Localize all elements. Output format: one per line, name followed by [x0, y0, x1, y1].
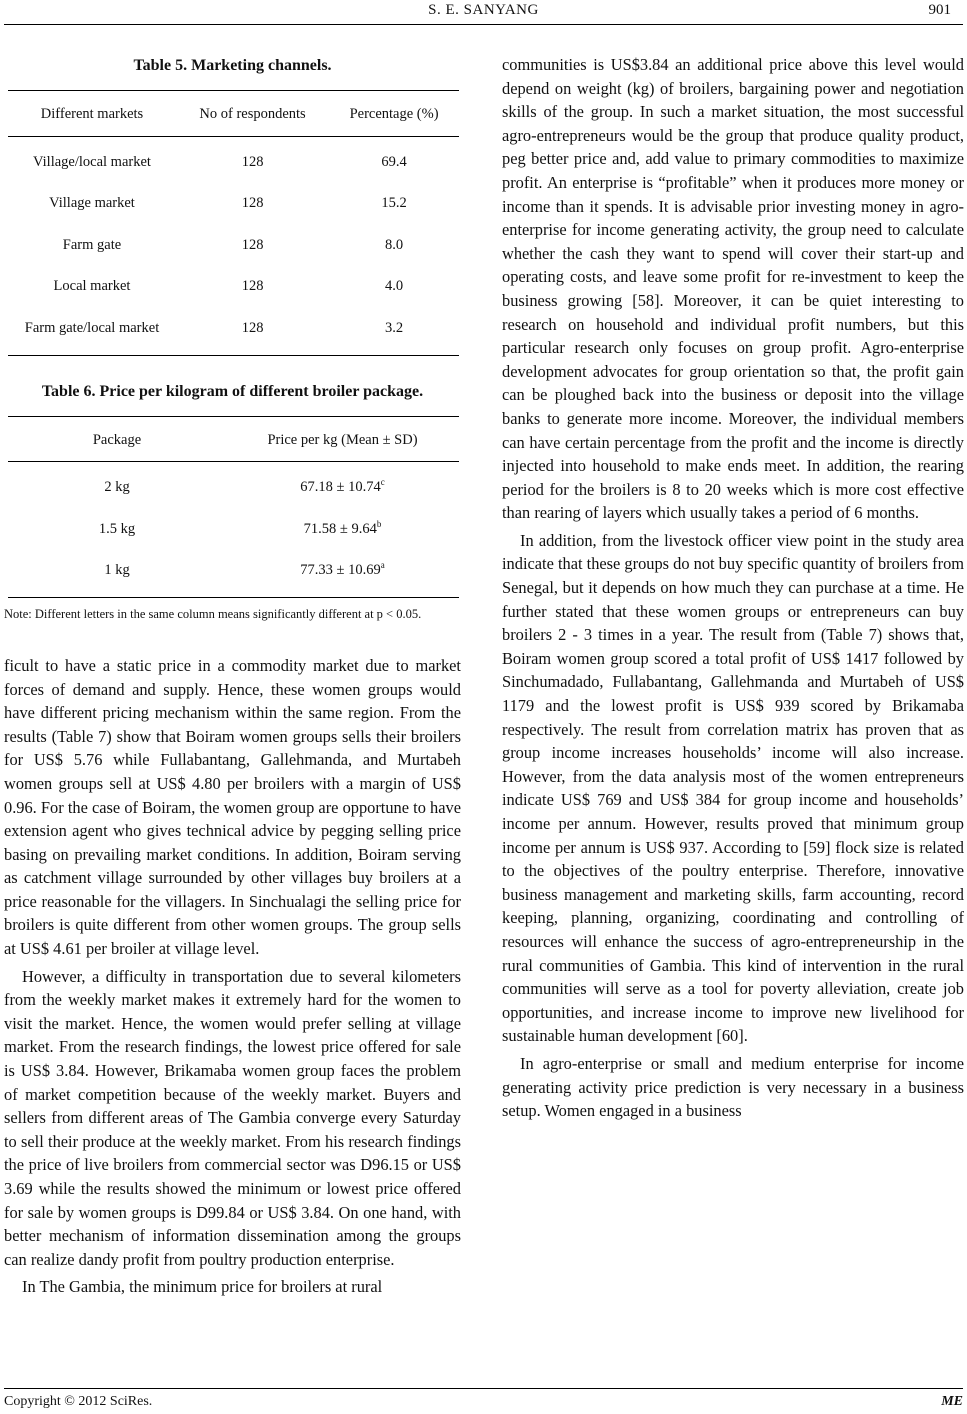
table5-col-markets: Different markets	[8, 91, 176, 137]
table-cell: 69.4	[381, 153, 407, 170]
table-cell: Farm gate	[62, 236, 122, 253]
table-cell: 4.0	[385, 278, 404, 295]
table-cell	[226, 462, 459, 509]
table-cell: 2 kg	[104, 479, 130, 496]
table-row	[8, 462, 459, 509]
header-author: S. E. SANYANG	[428, 2, 539, 18]
table6-col-package: Package	[8, 416, 226, 462]
table-cell: Local market	[53, 278, 131, 295]
table6-caption: Table 6. Price per kilogram of different broiler package.	[41, 382, 424, 400]
table-cell: 128	[176, 308, 329, 355]
paragraph: In agro-enterprise or small and medium enterprise for income generating activity price prediction is very necessary in a business setup. Women engaged in a business	[502, 1053, 964, 1121]
significance-letter: a	[380, 560, 385, 571]
table5-col-respondents: No of respondents	[176, 91, 329, 137]
left-body-text	[4, 654, 461, 1299]
journal-abbrev: ME	[941, 1394, 963, 1409]
table6-header-row	[8, 416, 459, 462]
price-value: 71.58 ± 9.64	[303, 520, 377, 537]
table-cell: 128	[241, 195, 264, 212]
table5-col-percentage: Percentage (%)	[329, 91, 459, 137]
paragraph: However, a difficulty in transportation due to several kilometers from the weekly market makes it extremely hard for the women to visit the market. Hence, the women would prefer selling at village market. From the research findings, the lowest price offered for sale is US$ 3.84. However, Brikamaba women group faces the problem of market competition because of the weekly market. Buyers and sellers from different areas of The Gambia converge every Saturday to sell their produce at the weekly market. From his research findings the price of live broilers from commercial sector was D96.15 or US$ 3.69 while the results showed the minimum or lowest price offered for sale by women groups is D99.84 or US$ 3.84. On one hand, with better mechanism of information dissemination among the groups can realize dandy profit from poultry production enterprise.	[4, 966, 461, 1269]
table5-header-row	[8, 91, 459, 137]
paragraph: ficult to have a static price in a commodity market due to market forces of demand and supply. Hence, these women groups would have different pricing mechanism within the same region. From the results (Table 7) show that Boiram women groups sells their broilers for US$ 5.76 while Fullabantang, Gallehmanda, and Murtabeh women groups sell at US$ 4.80 per broilers with a margin of US$ 0.96. For the case of Boiram, the women group are opportune to have extension agent who gives technical advice by pegging selling price basing on prevailing market conditions. In addition, Boiram serving as catchment village surrounded by other villages buy broilers at a price reasonable for the villagers. In Sinchualagi the selling price for broilers is quite different from other women groups. The group sells at US$ 4.61 per broiler at village level.	[4, 655, 461, 959]
significance-letter: c	[380, 477, 385, 488]
table-cell: Farm gate/local market	[8, 308, 176, 355]
price-value: 67.18 ± 10.74	[300, 479, 381, 496]
table-row	[8, 266, 459, 308]
table-cell: 3.2	[329, 308, 459, 355]
table-row	[8, 509, 459, 551]
table-cell	[226, 550, 459, 597]
header-rule	[4, 24, 963, 25]
table6-col-price: Price per kg (Mean ± SD)	[226, 416, 459, 462]
footer-rule	[4, 1388, 963, 1389]
table-cell: Village/local market	[33, 153, 151, 170]
table5	[8, 90, 459, 356]
table-cell: 1.5 kg	[98, 520, 136, 537]
table6	[8, 416, 459, 598]
table-cell: 8.0	[385, 236, 404, 253]
table6-note: Note: Different letters in the same column means significantly different at p < 0.05.	[4, 606, 422, 621]
page-footer	[4, 1394, 963, 1410]
table-row	[8, 225, 459, 267]
table-cell: 15.2	[381, 195, 407, 212]
table-row	[8, 136, 459, 183]
table5-caption: Table 5. Marketing channels.	[133, 57, 332, 74]
table-cell: 128	[241, 278, 264, 295]
table-cell	[226, 509, 459, 551]
table-row	[8, 308, 459, 355]
paragraph: In addition, from the livestock officer view point in the study area indicate that these groups do not buy specific quantity of broilers from Senegal, but it depends on how much they can purchase at a time. He further stated that these women groups or entrepreneurs can buy broilers 2 - 3 times in a year. The result from (Table 7) shows that, Boiram women group scored a total profit of US$ 1417 followed by Sinchumadado, Fullabantang, Gallehmanda and Murtabeh of US$ 1179 and the lowest profit is US$ 939 scored by Brikamaba respectively. The result from correlation matrix has proven that as group income increases households’ income will also increase. However, from the data analysis most of the women entrepreneurs indicate US$ 769 and US$ 384 for group income and households’ income per annum. However, results proved that minimum group income per annum is US$ 937. According to [59] flock size is related to the objectives of the poultry enterprise. Therefore, innovative business management and marketing skills, farm accounting, record keeping, planning, organizing, coordinating and controlling of resources will enhance the success of agro-entrepreneurship in the rural communities of Gambia. This kind of intervention in the rural communities will serve as a tool for poverty alleviation, create job opportunities, and increase income to improve new livelihood for sustainable human development [60].	[502, 530, 965, 1046]
copyright-text: Copyright © 2012 SciRes.	[4, 1394, 153, 1409]
table-row	[8, 183, 459, 225]
table-cell: Village market	[49, 195, 135, 212]
significance-letter: b	[376, 518, 382, 529]
page-number: 901	[928, 2, 951, 18]
table-cell: 128	[241, 153, 264, 170]
right-column	[502, 53, 964, 1123]
table-cell: 1 kg	[8, 550, 226, 597]
price-value: 77.33 ± 10.69	[300, 562, 381, 579]
paragraph: In The Gambia, the minimum price for broilers at rural	[22, 1277, 383, 1297]
left-column	[4, 56, 461, 1299]
table-cell: 128	[241, 236, 264, 253]
paragraph: communities is US$3.84 an additional price above this level would depend on weight (kg) of broilers, bargaining power and negotiation skills of the group. In such a market situation, the most successful agro-entrepreneurs would be the group that produce quality product, peg better price and, add value to primary commodities to maximize profit. An enterprise is “profitable” when it produces more money or income than it spends. It is advisable prior investing money in agro-enterprise for income generating activity, the group need to calculate whether the cash they want to spend will cover their start-up and operating costs, and leave some profit for re-investment to keep the business growing [58]. Moreover, it can be quiet interesting to research on household and individual profit numbers, but this particular research only focuses on group profit. Agro-enterprise development advocates for group orientation so that, the profit gain can be ploughed back into the business or deposit into the village banks to generate more income. Moreover, the individual members can have certain percentage from the profit and the income is directly injected into household to make ends meet. In addition, the rearing period for the broilers is 8 to 20 weeks which is more cost effective than rearing of layers which usually takes a period of 6 months.	[502, 55, 964, 523]
table-row	[8, 550, 459, 597]
